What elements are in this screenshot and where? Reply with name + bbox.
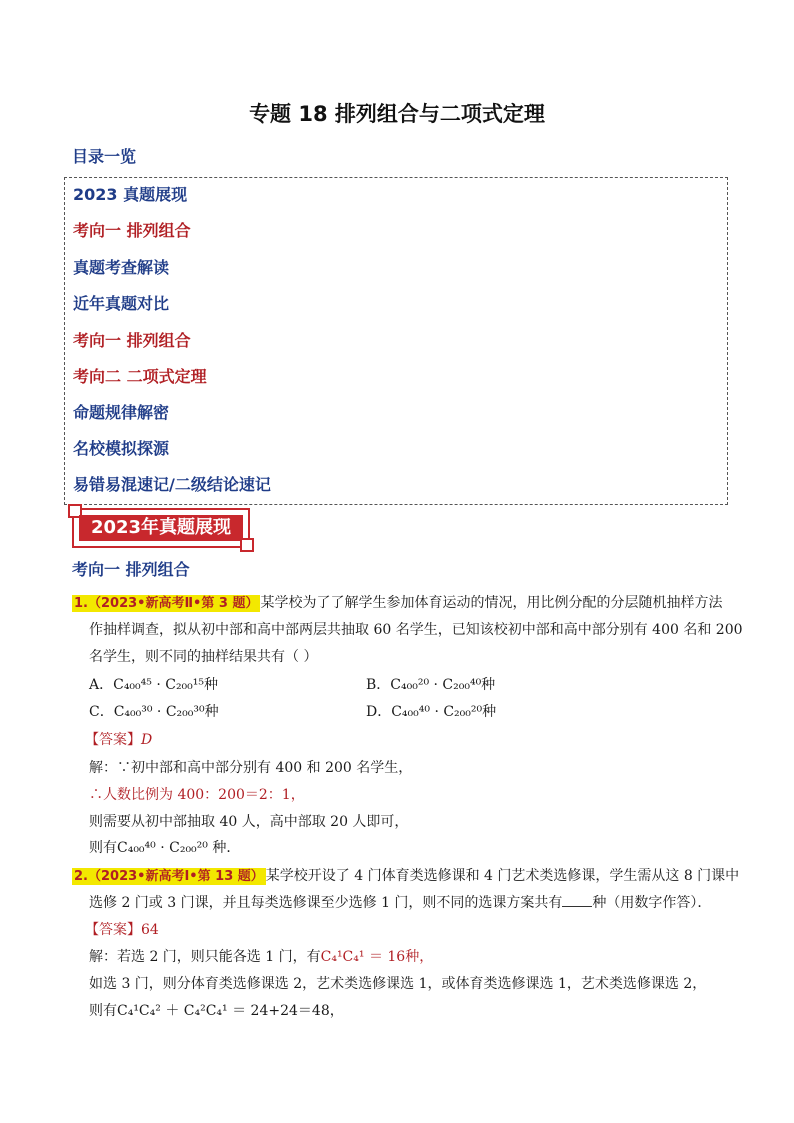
q1-option-d: D．C₄₀₀⁴⁰ · C₂₀₀²⁰种 xyxy=(366,704,497,720)
q2-line1: 2.（2023•新高考Ⅰ•第 13 题） 某学校开设了 4 门体育类选修课和 4 门艺术类选修课，学生需从这 8 门课中 xyxy=(74,868,740,884)
q1-line3: 名学生，则不同的抽样结果共有（ ） xyxy=(89,649,318,665)
page-title: 专题 18 排列组合与二项式定理 xyxy=(249,102,545,126)
toc-item-comparison[interactable]: 近年真题对比 xyxy=(73,294,170,313)
toc-heading: 目录一览 xyxy=(72,147,137,166)
toc-item-mock[interactable]: 名校模拟探源 xyxy=(73,439,170,458)
toc-item-patterns[interactable]: 命题规律解密 xyxy=(73,403,170,422)
toc-item-2023[interactable]: 2023 真题展现 xyxy=(73,185,188,204)
q2-solution-2: 如选 3 门，则分体育类选修课选 2，艺术类选修课选 1，或体育类选修课选 1，艺术类选修课选 2， xyxy=(89,976,707,992)
q1-answer: 【答案】D xyxy=(85,732,153,748)
section-heading: 考向一 排列组合 xyxy=(72,560,190,579)
q1-option-b: B．C₄₀₀²⁰ · C₂₀₀⁴⁰种 xyxy=(366,677,496,693)
q1-option-a: A．C₄₀₀⁴⁵ · C₂₀₀¹⁵种 xyxy=(89,677,219,693)
toc-item-direction-2[interactable]: 考向二 二项式定理 xyxy=(73,367,207,386)
q1-line1: 1.（2023•新高考Ⅱ•第 3 题） 某学校为了了解学生参加体育运动的情况，用比例分配的分层随机抽样方法 xyxy=(74,595,723,611)
toc-item-direction-1[interactable]: 考向一 排列组合 xyxy=(73,221,191,240)
q2-line2: 选修 2 门或 3 门课，并且每类选修课至少选修 1 门，则不同的选课方案共有 种（用数字作答）． xyxy=(89,895,712,911)
q1-solution-1: 解：∵初中部和高中部分别有 400 和 200 名学生， xyxy=(89,760,413,776)
q2-solution-3: 则有C₄¹C₄² ＋ C₄²C₄¹ ＝ 24+24＝48， xyxy=(89,1003,344,1019)
toc-item-mistakes[interactable]: 易错易混速记/二级结论速记 xyxy=(73,475,271,494)
table-of-contents xyxy=(64,177,728,505)
q1-solution-4: 则有C₄₀₀⁴⁰ · C₂₀₀²⁰ 种． xyxy=(89,840,241,856)
toc-item-direction-1b[interactable]: 考向一 排列组合 xyxy=(73,331,191,350)
q1-number-source: 1.（2023•新高考Ⅱ•第 3 题） xyxy=(74,596,259,611)
q1-option-c: C．C₄₀₀³⁰ · C₂₀₀³⁰种 xyxy=(89,704,219,720)
toc-item-interpretation[interactable]: 真题考查解读 xyxy=(73,258,170,277)
q2-answer: 【答案】64 xyxy=(85,922,159,938)
q2-solution-1: 解：若选 2 门，则只能各选 1 门，有C₄¹C₄¹ ＝ 16种， xyxy=(89,949,434,965)
q1-solution-2: ∴人数比例为 400：200＝2：1， xyxy=(89,787,305,803)
q1-line2: 作抽样调查，拟从初中部和高中部两层共抽取 60 名学生，已知该校初中部和高中部分别有 400 名和 200 xyxy=(89,622,743,638)
section-banner xyxy=(72,508,250,548)
q1-solution-3: 则需要从初中部抽取 40 人，高中部取 20 人即可， xyxy=(89,814,409,830)
banner-text: 2023年真题展现 xyxy=(79,515,243,541)
q2-number-source: 2.（2023•新高考Ⅰ•第 13 题） xyxy=(74,869,264,884)
answer-blank xyxy=(562,894,592,907)
